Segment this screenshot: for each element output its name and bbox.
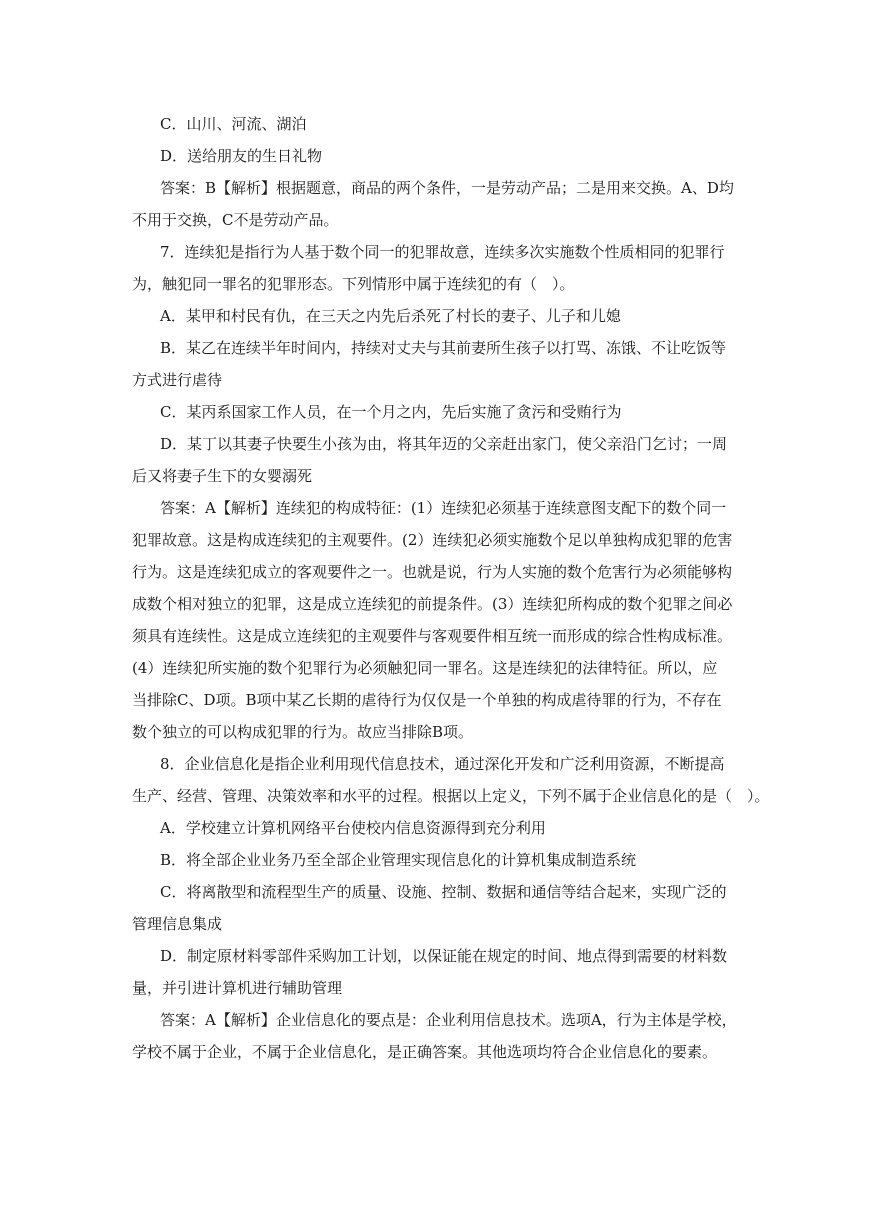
text-line: D．送给朋友的生日礼物 bbox=[160, 147, 323, 165]
text-line: 为，触犯同一罪名的犯罪形态。下列情形中属于连续犯的有（ ）。 bbox=[132, 275, 575, 293]
text-line: 学校不属于企业，不属于企业信息化，是正确答案。其他选项均符合企业信息化的要素。 bbox=[132, 1043, 718, 1061]
text-line: C．将离散型和流程型生产的质量、设施、控制、数据和通信等结合起来，实现广泛的 bbox=[160, 883, 727, 901]
text-line: D．制定原材料零部件采购加工计划，以保证能在规定的时间、地点得到需要的材料数 bbox=[160, 947, 728, 965]
text-line: 管理信息集成 bbox=[132, 915, 223, 933]
text-line: 须具有连续性。这是成立连续犯的主观要件与客观要件相互统一而形成的综合性构成标准。 bbox=[132, 627, 733, 645]
text-line: B．将全部企业业务乃至全部企业管理实现信息化的计算机集成制造系统 bbox=[160, 851, 637, 869]
text-line: A．某甲和村民有仇，在三天之内先后杀死了村长的妻子、儿子和儿媳 bbox=[160, 307, 621, 325]
text-line: 答案：A【解析】企业信息化的要点是：企业利用信息技术。选项A，行为主体是学校， bbox=[160, 1011, 737, 1029]
text-line: 答案：A【解析】连续犯的构成特征：(1）连续犯必须基于连续意图支配下的数个同一 bbox=[160, 499, 727, 517]
text-line: C．山川、河流、湖泊 bbox=[160, 115, 307, 133]
text-line: 7．连续犯是指行为人基于数个同一的犯罪故意，连续多次实施数个性质相同的犯罪行 bbox=[160, 243, 725, 261]
text-line: 不用于交换，C不是劳动产品。 bbox=[132, 211, 339, 229]
text-line: A．学校建立计算机网络平台使校内信息资源得到充分利用 bbox=[160, 819, 546, 837]
text-line: 后又将妻子生下的女婴溺死 bbox=[132, 467, 313, 485]
text-line: 8．企业信息化是指企业利用现代信息技术，通过深化开发和广泛利用资源，不断提高 bbox=[160, 755, 725, 773]
text-line: (4）连续犯所实施的数个犯罪行为必须触犯同一罪名。这是连续犯的法律特征。所以，应 bbox=[132, 659, 718, 677]
text-line: 生产、经营、管理、决策效率和水平的过程。根据以上定义，下列不属于企业信息化的是（ ）。 bbox=[132, 787, 770, 805]
text-line: D．某丁以其妻子快要生小孩为由，将其年迈的父亲赶出家门，使父亲沿门乞讨；一周 bbox=[160, 435, 728, 453]
text-line: 方式进行虐待 bbox=[132, 371, 223, 389]
text-line: 成数个相对独立的犯罪，这是成立连续犯的前提条件。(3）连续犯所构成的数个犯罪之间必 bbox=[132, 595, 733, 613]
text-line: 量，并引进计算机进行辅助管理 bbox=[132, 979, 343, 997]
text-line: 犯罪故意。这是构成连续犯的主观要件。(2）连续犯必须实施数个足以单独构成犯罪的危害 bbox=[132, 531, 733, 549]
text-line: 当排除C、D项。B项中某乙长期的虐待行为仅仅是一个单独的构成虐待罪的行为，不存在 bbox=[132, 691, 722, 709]
text-line: B．某乙在连续半年时间内，持续对丈夫与其前妻所生孩子以打骂、冻饿、不让吃饭等 bbox=[160, 339, 727, 357]
text-line: 行为。这是连续犯成立的客观要件之一。也就是说，行为人实施的数个危害行为必须能够构 bbox=[132, 563, 733, 581]
text-line: C．某丙系国家工作人员，在一个月之内，先后实施了贪污和受贿行为 bbox=[160, 403, 622, 421]
text-line: 数个独立的可以构成犯罪的行为。故应当排除B项。 bbox=[132, 723, 474, 741]
text-line: 答案：B【解析】根据题意，商品的两个条件，一是劳动产品；二是用来交换。A、D均 bbox=[160, 179, 734, 197]
document-body bbox=[132, 108, 770, 1068]
